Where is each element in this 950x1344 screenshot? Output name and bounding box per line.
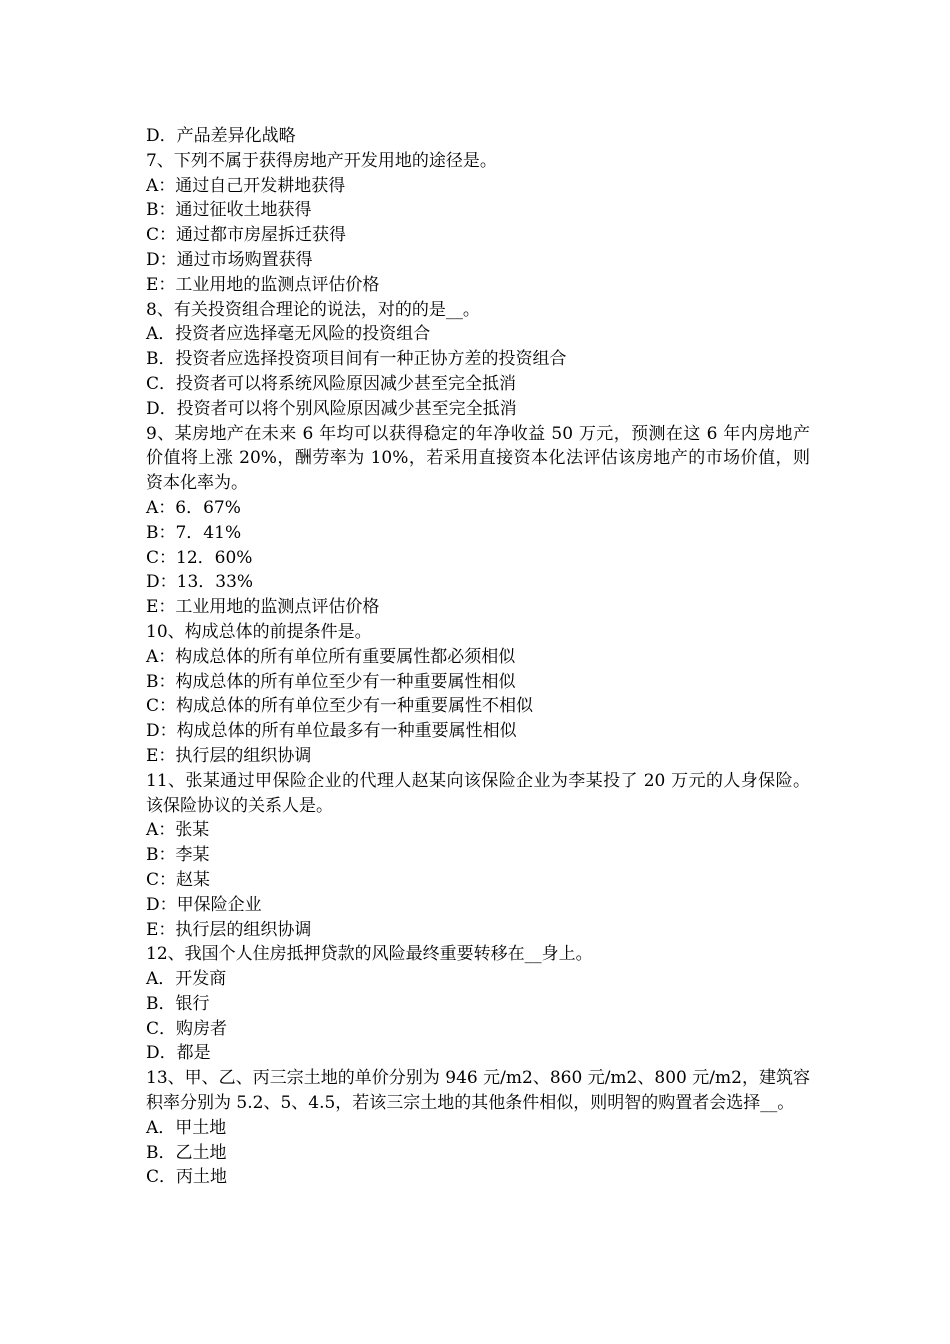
option-line: A．甲土地 xyxy=(146,1117,227,1138)
option-line: D：构成总体的所有单位最多有一种重要属性相似 xyxy=(146,721,517,742)
option-line: B．乙土地 xyxy=(146,1142,227,1163)
option-line: E：工业用地的监测点评估价格 xyxy=(146,274,380,295)
option-line: C：12．60% xyxy=(146,547,253,568)
document-body xyxy=(146,124,810,1190)
option-line: A：6．67% xyxy=(146,497,241,518)
option-line: C：赵某 xyxy=(146,869,211,890)
option-line: C：通过都市房屋拆迁获得 xyxy=(146,225,347,246)
option-line: B：构成总体的所有单位至少有一种重要属性相似 xyxy=(146,671,516,692)
option-line: B．银行 xyxy=(146,993,210,1014)
option-line: A：通过自己开发耕地获得 xyxy=(146,175,346,196)
option-line: D：甲保险企业 xyxy=(146,894,262,915)
option-line: B：7．41% xyxy=(146,522,242,543)
option-line: C．丙土地 xyxy=(146,1167,228,1188)
option-line: C．购房者 xyxy=(146,1018,228,1039)
option-line: A．投资者应选择毫无风险的投资组合 xyxy=(146,324,431,345)
option-line: E：工业用地的监测点评估价格 xyxy=(146,597,380,618)
question-line: 7、下列不属于获得房地产开发用地的途径是。 xyxy=(146,150,497,171)
question-paragraph: 9、某房地产在未来 6 年均可以获得稳定的年净收益 50 万元，预测在这 6 年内房地产价值将上涨 20%，酬劳率为 10%，若采用直接资本化法评估该房地产的市场价值，则资本化率为。 xyxy=(146,423,810,494)
option-line: A．开发商 xyxy=(146,969,227,990)
option-line: E：执行层的组织协调 xyxy=(146,745,312,766)
question-line: 8、有关投资组合理论的说法，对的的是__。 xyxy=(146,299,480,320)
option-line: A：张某 xyxy=(146,820,210,841)
question-paragraph: 11、张某通过甲保险企业的代理人赵某向该保险企业为李某投了 20 万元的人身保险。该保险协议的关系人是。 xyxy=(146,770,810,816)
question-paragraph: 13、甲、乙、丙三宗土地的单价分别为 946 元/m2、860 元/m2、800 元/m2，建筑容积率分别为 5.2、5、4.5，若该三宗土地的其他条件相似，则明智的购置者会选择__。 xyxy=(146,1068,810,1114)
option-line: D．投资者可以将个别风险原因减少甚至完全抵消 xyxy=(146,398,517,419)
option-line: D．产品差异化战略 xyxy=(146,126,296,146)
option-line: D：13．33% xyxy=(146,572,254,593)
option-line: D：通过市场购置获得 xyxy=(146,249,313,270)
question-line: 12、我国个人住房抵押贷款的风险最终重要转移在__身上。 xyxy=(146,944,593,965)
option-line: C．投资者可以将系统风险原因减少甚至完全抵消 xyxy=(146,373,517,394)
question-line: 10、构成总体的前提条件是。 xyxy=(146,621,372,642)
option-line: A：构成总体的所有单位所有重要属性都必须相似 xyxy=(146,646,516,667)
option-line: B：通过征收土地获得 xyxy=(146,200,312,221)
option-line: B：李某 xyxy=(146,845,210,866)
option-line: B．投资者应选择投资项目间有一种正协方差的投资组合 xyxy=(146,349,567,370)
option-line: E：执行层的组织协调 xyxy=(146,919,312,940)
option-line: C：构成总体的所有单位至少有一种重要属性不相似 xyxy=(146,696,534,717)
option-line: D．都是 xyxy=(146,1043,211,1064)
